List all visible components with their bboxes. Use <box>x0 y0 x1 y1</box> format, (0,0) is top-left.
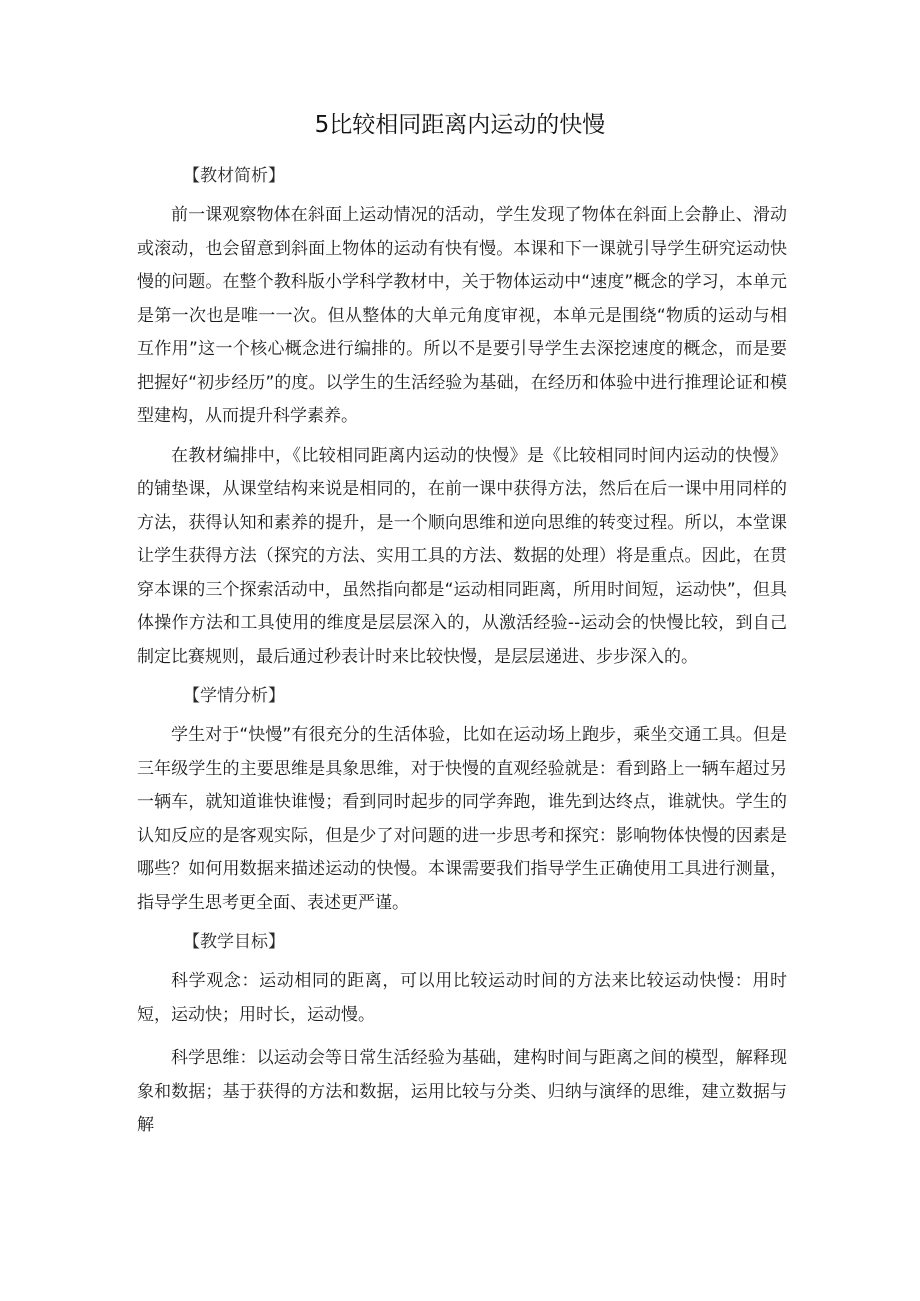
paragraph: 前一课观察物体在斜面上运动情况的活动，学生发现了物体在斜面上会静止、滑动或滚动，也会留意到斜面上物体的运动有快有慢。本课和下一课就引导学生研究运动快慢的问题。在整个教科版小学科学教材中，关于物体运动中“速度”概念的学习，本单元是第一次也是唯一一次。但从整体的大单元角度审视，本单元是围绕“物质的运动与相互作用”这一个核心概念进行编排的。所以不是要引导学生去深挖速度的概念，而是要把握好“初步经历”的度。以学生的生活经验为基础，在经历和体验中进行推理论证和模型建构，从而提升科学素养。 <box>137 205 787 426</box>
section-heading-learner-analysis: 【学情分析】 <box>183 686 285 706</box>
paragraph: 科学思维：以运动会等日常生活经验为基础，建构时间与距离之间的模型，解释现象和数据；基于获得的方法和数据，运用比较与分类、归纳与演绎的思维，建立数据与解 <box>137 1048 787 1135</box>
section-heading-teaching-objectives: 【教学目标】 <box>183 932 285 952</box>
document-body <box>137 160 787 1143</box>
paragraph: 科学观念：运动相同的距离，可以用比较运动时间的方法来比较运动快慢：用时短，运动快；用时长，运动慢。 <box>137 971 787 1025</box>
paragraph: 在教材编排中，《比较相同距离内运动的快慢》是《比较相同时间内运动的快慢》的铺垫课，从课堂结构来说是相同的，在前一课中获得方法，然后在后一课中用同样的方法，获得认知和素养的提升，是一个顺向思维和逆向思维的转变过程。所以，本堂课让学生获得方法（探究的方法、实用工具的方法、数据的处理）将是重点。因此，在贯穿本课的三个探索活动中，虽然指向都是“运动相同距离，所用时间短，运动快”，但具体操作方法和工具使用的维度是层层深入的，从激活经验--运动会的快慢比较，到自己制定比赛规则，最后通过秒表计时来比较快慢，是层层递进、步步深入的。 <box>137 445 787 667</box>
section-heading-textbook-analysis: 【教材简析】 <box>183 166 285 186</box>
paragraph: 学生对于“快慢”有很充分的生活体验，比如在运动场上跑步，乘坐交通工具。但是三年级学生的主要思维是具象思维，对于快慢的直观经验就是：看到路上一辆车超过另一辆车，就知道谁快谁慢；看到同时起步的同学奔跑，谁先到达终点，谁就快。学生的认知反应的是客观实际，但是少了对问题的进一步思考和探究：影响物体快慢的因素是哪些？如何用数据来描述运动的快慢。本课需要我们指导学生正确使用工具进行测量，指导学生思考更全面、表述更严谨。 <box>137 725 787 913</box>
document-title: 5比较相同距离内运动的快慢 <box>314 112 606 138</box>
